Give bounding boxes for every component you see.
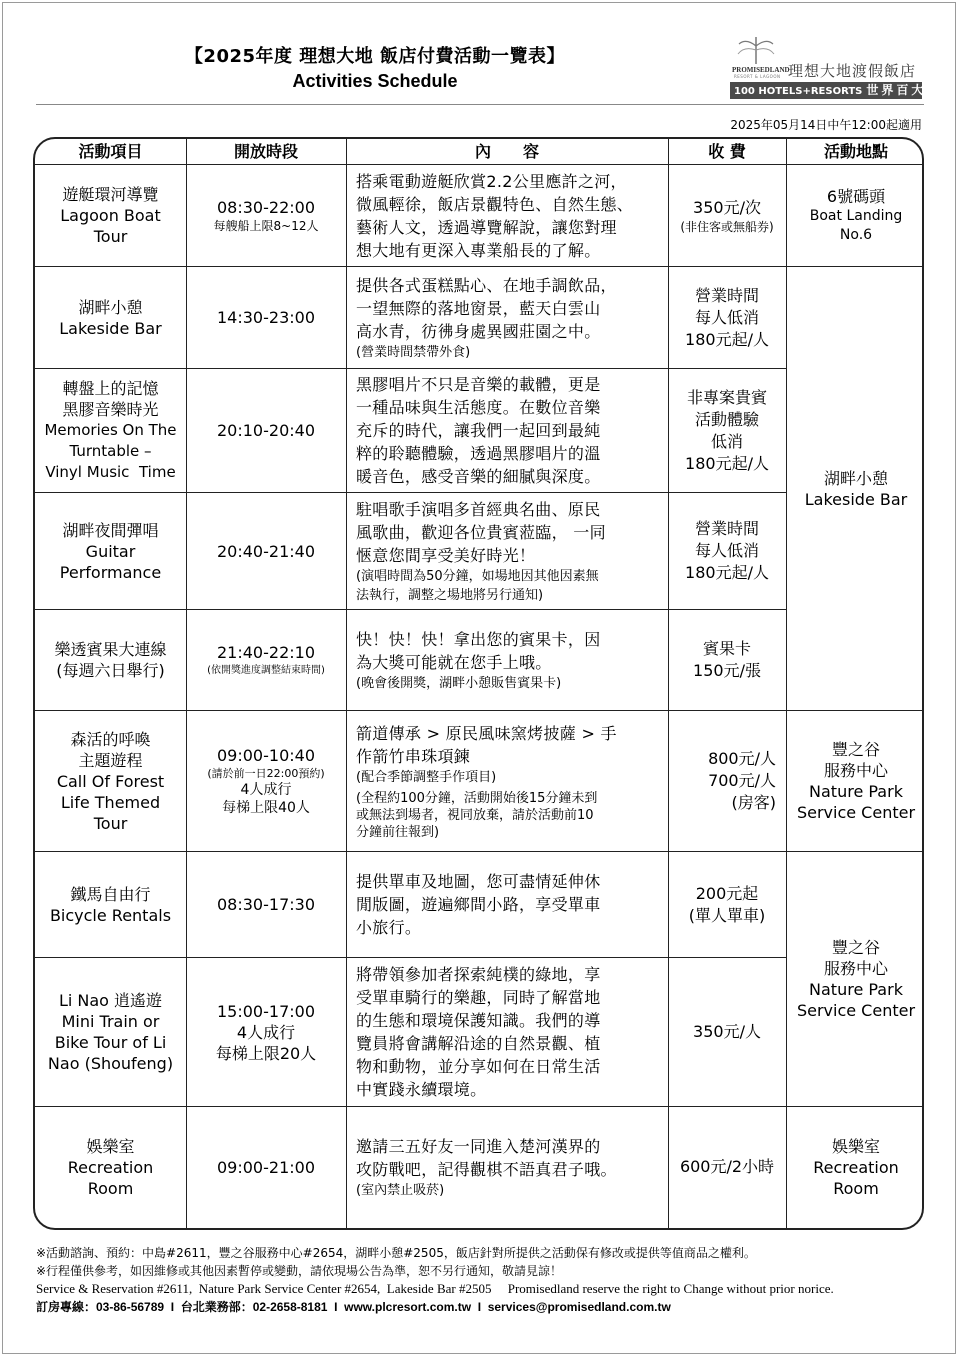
time-cell	[186, 1107, 346, 1227]
time-cell	[186, 267, 346, 368]
activity-name: Call Of Forest	[56, 771, 165, 791]
activity-name: Guitar	[85, 541, 136, 561]
time-extra: 每梯上限20人	[215, 1043, 317, 1063]
footer-service-en: Service & Reservation #2611, Nature Park Service Center #2654, Lakeside Bar #2505 Promisedland reserve the right to Change without prior norice.	[36, 1281, 834, 1296]
location-name: Service Center	[796, 803, 916, 822]
time-range: 20:40-21:40	[217, 541, 315, 561]
content-cell	[346, 852, 668, 957]
content-line: 為大獎可能就在您手上哦。	[356, 652, 552, 672]
page-title-zh: 【2025年度 理想大地 飯店付費活動一覽表】	[184, 46, 566, 67]
content-line: 快！快！快！拿出您的賓果卡，因	[356, 629, 601, 649]
logo-bar-en: 100 HOTELS+RESORTS	[734, 86, 863, 97]
location-name: Room	[833, 1178, 879, 1198]
activity-name: 湖畔夜間彈唱	[62, 520, 159, 540]
fee-cell	[668, 369, 786, 492]
content-line: 提供各式蛋糕點心、在地手調飲品，	[356, 275, 617, 295]
location-name: 湖畔小憩	[823, 468, 888, 488]
content-line: 充斥的時代，讓我們一起回到最純	[356, 421, 601, 440]
content-note: (室內禁止吸菸)	[356, 1182, 445, 1198]
content-line: 提供單車及地圖，您可盡情延伸休	[356, 872, 601, 891]
logo-bar-zh: 世界百大旅館	[866, 83, 957, 97]
activity-cell	[35, 958, 186, 1106]
fee-line: 200元起	[695, 883, 759, 903]
time-extra: 每梯上限40人	[222, 800, 310, 816]
fee-line: 600元/2小時	[679, 1157, 775, 1176]
footer-contact: 訂房專線：03-86-56789 I 台北業務部：02-2658-8181 I www.plcresort.com.tw I services@promisedland.com.tw	[36, 1300, 671, 1314]
col-header-activity: 活動項目	[78, 142, 143, 161]
time-range: 15:00-17:00	[217, 1001, 315, 1021]
location-name: Recreation	[813, 1157, 899, 1177]
location-name: 豐之谷	[831, 938, 880, 957]
activity-name: 湖畔小憩	[78, 297, 143, 317]
activity-name: Bicycle Rentals	[49, 905, 172, 925]
fee-note: (非住客或無船券)	[680, 219, 774, 234]
content-line: 攻防戰吧，記得觀棋不語真君子哦。	[356, 1159, 617, 1179]
activity-name: Recreation	[67, 1157, 154, 1177]
content-line: 閒版圖，遊遍鄉間小路，享受單車	[356, 895, 601, 914]
fee-line: 低消	[710, 431, 743, 451]
col-header-content: 內 容	[474, 142, 539, 161]
content-note: 或無法到場者，視同放棄，請於活動前10	[356, 807, 594, 823]
location-cell	[786, 165, 924, 266]
logo-bar	[730, 82, 957, 99]
fee-line: 350元/人	[693, 1022, 761, 1041]
location-cell	[786, 852, 924, 1106]
page-header	[0, 0, 958, 140]
content-line: 高水青，彷彿身處異國莊園之中。	[356, 321, 601, 341]
content-line: 駐唱歌手演唱多首經典名曲、原民	[356, 499, 601, 519]
time-note: (請於前一日22:00預約)	[207, 767, 325, 780]
fee-cell	[668, 958, 786, 1106]
fee-line: 350元/次	[693, 197, 761, 217]
col-header-location: 活動地點	[823, 142, 888, 161]
fee-cell	[668, 493, 786, 609]
logo-brand: PROMISEDLAND	[732, 66, 790, 74]
content-note: (晚會後開獎，湖畔小憩販售賓果卡)	[356, 675, 562, 691]
content-line: 藝術人文，透過導覽解說，讓您對理	[356, 217, 617, 237]
location-cell	[786, 267, 924, 710]
content-note: (營業時間禁帶外食)	[356, 344, 471, 360]
fee-line: 每人低消	[694, 307, 759, 327]
activity-name: Mini Train or	[61, 1012, 160, 1031]
activity-name: Tour	[93, 227, 128, 246]
time-note: 每艘船上限8~12人	[213, 218, 319, 233]
time-cell	[186, 369, 346, 492]
fee-line: 150元/張	[693, 661, 761, 680]
content-line: 箭道傳承 > 原民風味窯烤披薩 > 手	[356, 723, 617, 743]
content-note: 法執行，調整之場地將另行通知)	[356, 587, 544, 603]
activity-name: Performance	[59, 562, 162, 582]
fee-line: 180元起/人	[685, 329, 769, 349]
content-line: 一望無際的落地窗景，藍天白雲山	[356, 298, 601, 318]
content-cell	[346, 711, 668, 851]
fee-cell	[668, 852, 786, 957]
content-note: (演唱時間為50分鐘，如場地因其他因素無	[356, 568, 599, 584]
time-range: 21:40-22:10	[217, 643, 315, 662]
content-line: 愜意您間享受美好時光！	[356, 545, 536, 565]
time-range: 20:10-20:40	[217, 421, 315, 440]
activity-name: Bike Tour of Li	[54, 1033, 167, 1052]
location-name: 6號碼頭	[826, 187, 886, 206]
activity-cell	[35, 267, 186, 368]
fee-line: 每人低消	[694, 541, 759, 560]
fee-cell	[668, 1107, 786, 1227]
fee-line: 非專案貴賓	[686, 387, 767, 407]
activity-name: 遊艇環河導覽	[62, 185, 159, 204]
content-line: 邀請三五好友一同進入楚河漢界的	[356, 1136, 601, 1156]
location-name: Nature Park	[809, 980, 903, 999]
activity-name: 娛樂室	[86, 1136, 135, 1156]
activity-name: Life Themed	[60, 792, 161, 812]
content-note: 分鐘前往報到)	[356, 824, 440, 840]
time-cell	[186, 958, 346, 1106]
content-line: 黑膠唱片不只是音樂的載體，更是	[356, 375, 601, 394]
col-header-fee: 收 費	[708, 142, 746, 161]
fee-line: 活動體驗	[694, 409, 759, 429]
location-name: 豐之谷	[831, 740, 880, 759]
fee-cell	[668, 165, 786, 266]
content-cell	[346, 493, 668, 609]
fee-line: 800元/人	[708, 749, 776, 768]
fee-line: 賓果卡	[702, 639, 751, 658]
content-note: (全程約100分鐘，活動開始後15分鐘未到	[356, 790, 598, 806]
content-line: 物和動物，並分享如何在日常生活	[356, 1057, 601, 1076]
location-name: Lakeside Bar	[804, 489, 908, 509]
content-note: (配合季節調整手作項目)	[356, 769, 497, 785]
activity-name: Lagoon Boat	[60, 206, 161, 225]
footer-note-2: ※行程僅供參考，如因維修或其他因素暫停或變動，請依現場公告為準，恕不另行通知，敬請見諒！	[36, 1264, 563, 1278]
time-note: (依開獎進度調整結束時間)	[207, 665, 325, 676]
activity-name: Memories On The	[44, 421, 177, 439]
resort-logo	[730, 36, 957, 102]
activity-cell	[35, 852, 186, 957]
content-line: 暖音色，感受音樂的細膩與深度。	[356, 467, 601, 486]
activity-name: (每週六日舉行)	[56, 661, 165, 680]
activity-cell	[35, 711, 186, 851]
time-cell	[186, 493, 346, 609]
content-line: 搭乘電動遊艇欣賞2.2公里應許之河，	[356, 171, 627, 191]
time-cell	[186, 852, 346, 957]
time-range: 09:00-21:00	[217, 1157, 315, 1177]
fee-cell	[668, 711, 786, 851]
content-line: 覽員將會講解沿途的自然景觀、植	[356, 1034, 601, 1053]
content-cell	[346, 958, 668, 1106]
time-extra: 4人成行	[236, 1022, 296, 1042]
activity-name: Nao (Shoufeng)	[47, 1054, 174, 1073]
activities-table	[33, 137, 924, 1230]
content-line: 將帶領參加者探索純樸的綠地，享	[356, 965, 601, 984]
content-line: 風歌曲，歡迎各位貴賓蒞臨， 一同	[356, 522, 606, 542]
activity-name: Turntable –	[69, 442, 152, 460]
header-divider	[36, 104, 924, 105]
activity-cell	[35, 165, 186, 266]
content-cell	[346, 267, 668, 368]
content-line: 受單車騎行的樂趣，同時了解當地	[356, 988, 601, 1007]
content-cell	[346, 1107, 668, 1227]
activity-name: Lakeside Bar	[59, 318, 162, 338]
activity-cell	[35, 369, 186, 492]
activity-name: Room	[87, 1178, 134, 1198]
activity-name: 森活的呼喚	[70, 729, 151, 749]
activity-name: Tour	[93, 813, 128, 833]
location-name: Service Center	[796, 1001, 916, 1020]
activity-name: 鐵馬自由行	[70, 884, 151, 904]
content-line: 一種品味與生活態度。在數位音樂	[356, 398, 601, 417]
fee-line: 700元/人	[708, 771, 776, 790]
fee-cell	[668, 610, 786, 710]
content-line: 粹的聆聽體驗，透過黑膠唱片的溫	[356, 444, 601, 463]
location-name: Nature Park	[809, 782, 903, 801]
content-line: 的生態和環境保護知識。我們的導	[356, 1011, 601, 1030]
location-name: 服務中心	[823, 761, 888, 780]
activity-name: 黑膠音樂時光	[62, 400, 159, 419]
logo-sub: RESORT & LAGOON	[734, 74, 781, 79]
activity-cell	[35, 493, 186, 609]
palm-leaf-icon	[736, 36, 776, 66]
time-cell	[186, 610, 346, 710]
fee-line: 180元起/人	[685, 563, 769, 582]
location-name: 娛樂室	[831, 1136, 880, 1156]
fee-line: (房客)	[731, 793, 776, 812]
time-cell	[186, 711, 346, 851]
location-sub: Boat Landing	[809, 208, 903, 224]
fee-line: 180元起/人	[685, 453, 769, 473]
fee-line: (單人單車)	[688, 905, 766, 925]
activity-name: Vinyl Music Time	[45, 463, 176, 481]
fee-line: 營業時間	[694, 285, 759, 305]
content-line: 中實踐永續環境。	[356, 1080, 487, 1099]
time-range: 08:30-22:00	[217, 197, 315, 217]
time-range: 14:30-23:00	[217, 308, 315, 327]
col-header-time: 開放時段	[233, 142, 298, 161]
time-range: 08:30-17:30	[217, 895, 315, 914]
fee-cell	[668, 267, 786, 368]
activity-name: 樂透賓果大連線	[54, 640, 167, 659]
content-cell	[346, 165, 668, 266]
activity-name: 轉盤上的記憶	[62, 379, 159, 398]
activity-name: 主題遊程	[78, 750, 143, 770]
location-name: 服務中心	[823, 959, 888, 978]
content-cell	[346, 369, 668, 492]
content-line: 小旅行。	[356, 918, 422, 937]
content-cell	[346, 610, 668, 710]
location-cell	[786, 1107, 924, 1227]
content-line: 想大地有更深入專業船長的了解。	[356, 240, 601, 260]
activity-cell	[35, 1107, 186, 1227]
fee-line: 營業時間	[694, 519, 759, 538]
time-range: 09:00-10:40	[217, 746, 315, 765]
logo-name-zh: 理想大地渡假飯店	[788, 62, 917, 80]
page-title-en: Activities Schedule	[292, 71, 458, 91]
footer-note-1: ※活動諮詢、預約：中島#2611，豐之谷服務中心#2654，湖畔小憩#2505，飯店針對所提供之活動保有修改或提供等值商品之權利。	[36, 1246, 756, 1260]
activity-cell	[35, 610, 186, 710]
location-sub: No.6	[839, 227, 873, 243]
location-cell	[786, 711, 924, 851]
content-line: 作箭竹串珠項鍊	[356, 746, 471, 766]
page-footer	[36, 1244, 936, 1316]
activity-name: Li Nao 逍遙遊	[58, 991, 163, 1010]
time-extra: 4人成行	[240, 782, 292, 798]
effective-date: 2025年05月14日中午12:00起適用	[730, 118, 922, 132]
content-line: 微風輕徐，飯店景觀特色、自然生態、	[356, 194, 634, 214]
time-cell	[186, 165, 346, 266]
